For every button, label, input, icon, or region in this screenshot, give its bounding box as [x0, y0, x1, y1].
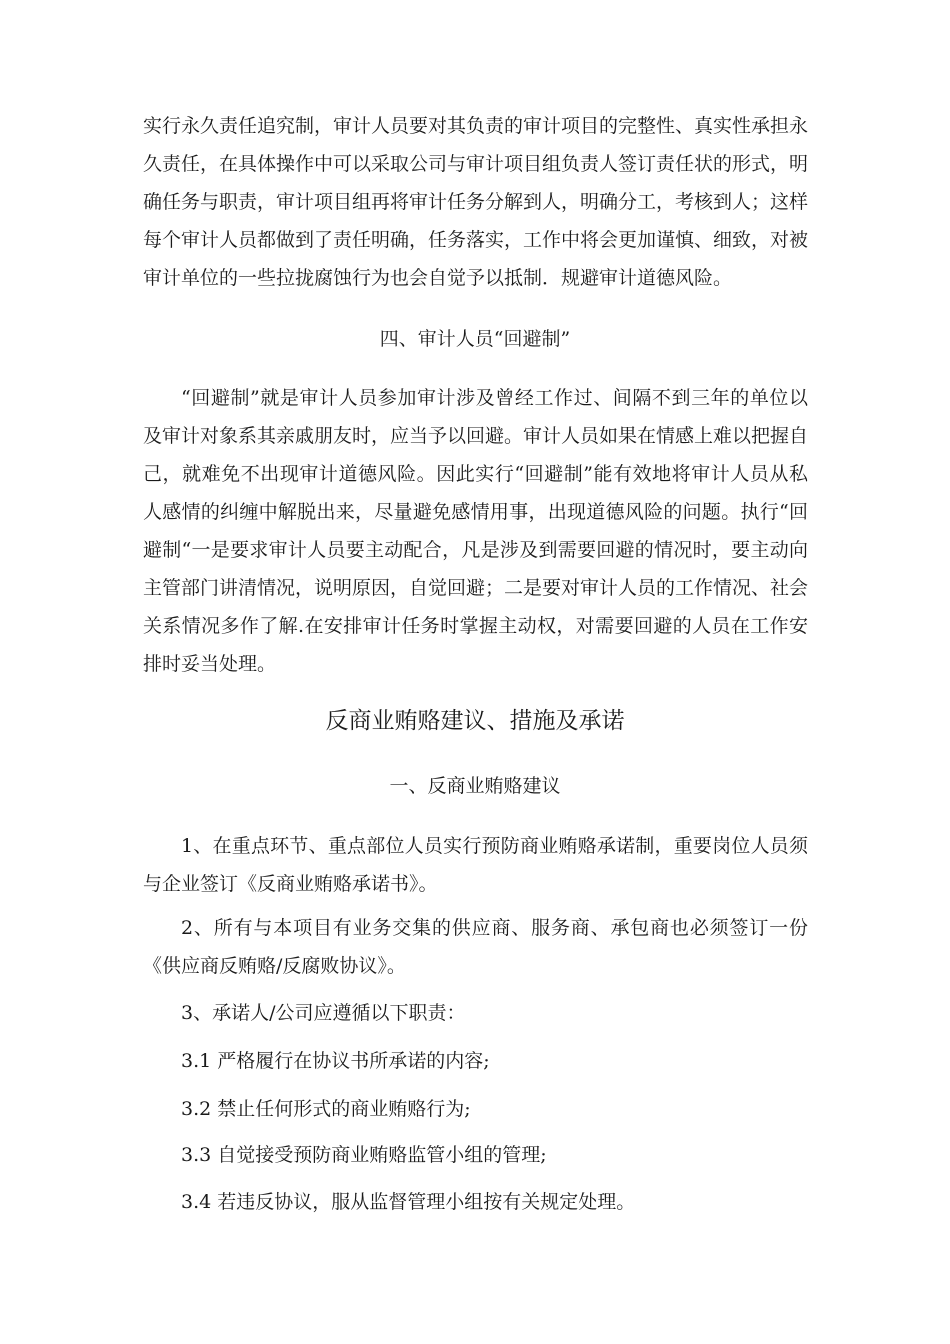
anti-bribery-subtitle: 一、反商业贿赂建议 [389, 775, 561, 797]
sub-item-3-4: 3.4 若违反协议，服从监督管理小组按有关规定处理。 [181, 1191, 636, 1213]
anti-bribery-title: 反商业贿赂建议、措施及承诺 [325, 708, 625, 734]
sub-item-3-2: 3.2 禁止任何形式的商业贿赂行为; [181, 1098, 471, 1120]
avoidance-paragraph: “回避制”就是审计人员参加审计涉及曾经工作过、间隔不到三年的单位以及审计对象系其亲戚朋友时，应当予以回避。审计人员如果在情感上难以把握自己，就难免不出现审计道德风险。因此实行“回避制”能有效地将审计人员从私人感情的纠缠中解脱出来，尽量避免感情用事，出现道德风险的问题。执行“回避制“一是要求审计人员要主动配合，凡是涉及到需要回避的情况时，要主动向主管部门讲清情况，说明原因，自觉回避；二是要对审计人员的工作情况、社会关系情况多作了解.在安排审计任务时掌握主动权，对需要回避的人员在工作安排时妥当处理。 [143, 387, 809, 675]
item-1-paragraph: 1、在重点环节、重点部位人员实行预防商业贿赂承诺制，重要岗位人员须与企业签订《反商业贿赂承诺书》。 [143, 835, 808, 895]
sub-item-3-1: 3.1 严格履行在协议书所承诺的内容; [181, 1050, 490, 1072]
item-3-paragraph: 3、承诺人/公司应遵循以下职责： [181, 1002, 466, 1024]
item-2-paragraph: 2、所有与本项目有业务交集的供应商、服务商、承包商也必须签订一份《供应商反贿赂/反腐败协议》。 [143, 917, 808, 977]
sub-item-3-3: 3.3 自觉接受预防商业贿赂监管小组的管理; [181, 1144, 547, 1166]
section-four-heading: 四、审计人员“回避制” [379, 328, 571, 350]
intro-paragraph: 实行永久责任追究制，审计人员要对其负责的审计项目的完整性、真实性承担永久责任，在具体操作中可以采取公司与审计项目组负责人签订责任状的形式，明确任务与职责，审计项目组再将审计任务分解到人，明确分工，考核到人；这样每个审计人员都做到了责任明确，任务落实，工作中将会更加谨慎、细致，对被审计单位的一些拉拢腐蚀行为也会自觉予以抵制．规避审计道德风险。 [143, 115, 809, 289]
